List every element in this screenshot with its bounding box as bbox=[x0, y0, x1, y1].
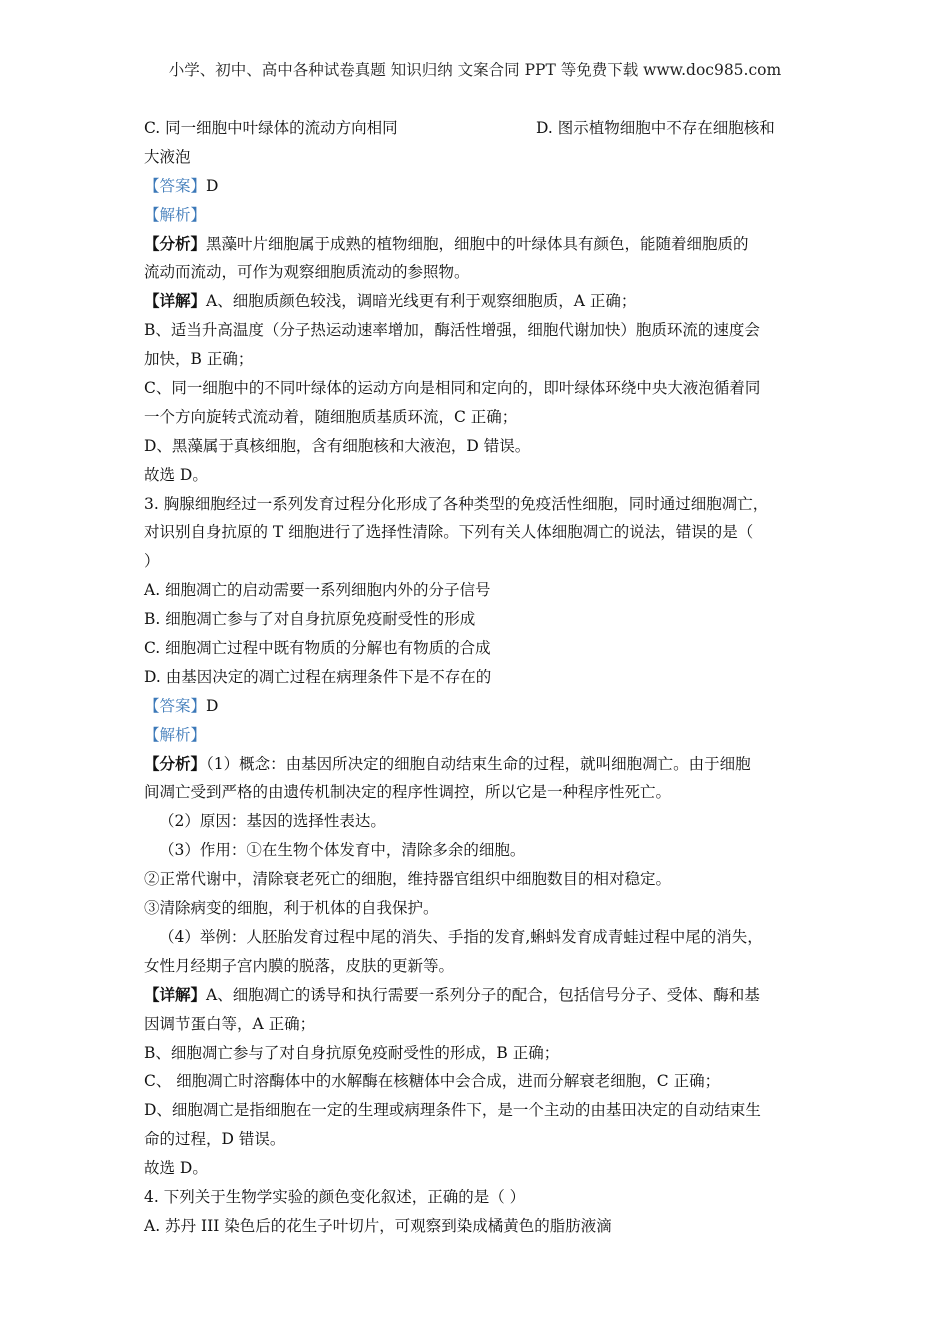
jiexi-tag: 【解析】 bbox=[144, 205, 207, 224]
q3-fenxi-line-8: 女性月经期子宫内膜的脱落，皮肤的更新等。 bbox=[144, 956, 455, 975]
fenxi-text: 黑藻叶片细胞属于成熟的植物细胞，细胞中的叶绿体具有颜色，能随着细胞质的 bbox=[206, 234, 749, 253]
fenxi-tag: 【分析】 bbox=[144, 233, 207, 253]
q3-answer bbox=[144, 692, 824, 721]
document-body bbox=[144, 114, 824, 1241]
q3-option-c: C. 细胞凋亡过程中既有物质的分解也有物质的合成 bbox=[144, 639, 491, 658]
xiangjie-tag: 【详解】 bbox=[144, 984, 207, 1004]
q3-fenxi-line-4: （3）作用：①在生物个体发育中，清除多余的细胞。 bbox=[159, 841, 526, 860]
xiangjie-text: A、细胞凋亡的诱导和执行需要一系列分子的配合，包括信号分子、受体、酶和基 bbox=[206, 985, 760, 1004]
q2-xiangjie-line-6: D、黑藻属于真核细胞，含有细胞核和大液泡，D 错误。 bbox=[144, 436, 531, 455]
fenxi-text: （1）概念：由基因所决定的细胞自动结束生命的过程，就叫细胞凋亡。由于细胞 bbox=[206, 754, 751, 773]
q2-option-d-cont: 大液泡 bbox=[144, 147, 191, 166]
q2-xiangjie-line-1 bbox=[144, 287, 824, 316]
q3-fenxi-line-2: 间凋亡受到严格的由遗传机制决定的程序性调控，所以它是一种程序性死亡。 bbox=[144, 783, 672, 802]
q2-fenxi-line-2: 流动而流动，可作为观察细胞质流动的参照物。 bbox=[144, 263, 470, 282]
answer-value: D bbox=[206, 696, 219, 715]
page-header: 小学、初中、高中各种试卷真题 知识归纳 文案合同 PPT 等免费下载 www.doc985.com bbox=[168, 61, 782, 79]
answer-value: D bbox=[206, 176, 219, 195]
jiexi-tag: 【解析】 bbox=[144, 725, 207, 744]
q3-xiangjie-line-2: 因调节蛋白等，A 正确； bbox=[144, 1014, 316, 1033]
q3-option-d: D. 由基因决定的凋亡过程在病理条件下是不存在的 bbox=[144, 667, 492, 686]
q2-jiexi bbox=[144, 201, 824, 230]
answer-tag: 【答案】 bbox=[144, 696, 207, 715]
answer-tag: 【答案】 bbox=[144, 176, 207, 195]
q2-conclusion: 故选 D。 bbox=[144, 465, 208, 484]
q3-fenxi-line-5: ②正常代谢中，清除衰老死亡的细胞，维持器官组织中细胞数目的相对稳定。 bbox=[144, 870, 672, 889]
q3-fenxi-line-6: ③清除病变的细胞，利于机体的自我保护。 bbox=[144, 899, 439, 918]
q4-option-a: A. 苏丹 III 染色后的花生子叶切片，可观察到染成橘黄色的脂肪液滴 bbox=[144, 1216, 612, 1235]
q2-xiangjie-line-5: 一个方向旋转式流动着，随细胞质基质环流，C 正确； bbox=[144, 407, 518, 426]
q2-option-c: C. 同一细胞中叶绿体的流动方向相同 bbox=[144, 119, 398, 137]
q3-stem-2: 对识别自身抗原的 T 细胞进行了选择性清除。下列有关人体细胞凋亡的说法，错误的是（ bbox=[144, 523, 754, 542]
q3-conclusion: 故选 D。 bbox=[144, 1159, 208, 1178]
q3-option-b: B. 细胞凋亡参与了对自身抗原免疫耐受性的形成 bbox=[144, 610, 476, 629]
q2-xiangjie-line-4: C、同一细胞中的不同叶绿体的运动方向是相同和定向的，即叶绿体环绕中央大液泡循着同 bbox=[144, 379, 761, 398]
q3-xiangjie-line-3: B、细胞凋亡参与了对自身抗原免疫耐受性的形成，B 正确； bbox=[144, 1043, 560, 1062]
q3-option-a: A. 细胞凋亡的启动需要一系列细胞内外的分子信号 bbox=[144, 581, 491, 600]
q3-xiangjie-line-1 bbox=[144, 981, 824, 1010]
q3-stem-3: ） bbox=[144, 552, 160, 571]
q3-xiangjie-line-5: D、细胞凋亡是指细胞在一定的生理或病理条件下，是一个主动的由基田决定的自动结束生 bbox=[144, 1101, 761, 1120]
fenxi-tag: 【分析】 bbox=[144, 753, 207, 773]
q2-fenxi-line-1 bbox=[144, 230, 824, 259]
q3-fenxi-line-3: （2）原因：基因的选择性表达。 bbox=[159, 812, 386, 831]
xiangjie-text: A、细胞质颜色较浅，调暗光线更有利于观察细胞质，A 正确； bbox=[206, 292, 637, 311]
q3-stem-1: 3. 胸腺细胞经过一系列发育过程分化形成了各种类型的免疫活性细胞，同时通过细胞凋亡， bbox=[144, 494, 769, 513]
q3-jiexi bbox=[144, 721, 824, 750]
q2-answer bbox=[144, 172, 824, 201]
q4-stem: 4. 下列关于生物学实验的颜色变化叙述，正确的是（ ） bbox=[144, 1187, 526, 1206]
q2-xiangjie-line-3: 加快，B 正确； bbox=[144, 350, 254, 369]
q3-xiangjie-line-6: 命的过程，D 错误。 bbox=[144, 1130, 286, 1149]
q3-fenxi-line-7: （4）举例：人胚胎发育过程中尾的消失、手指的发育,蝌蚪发育成青蛙过程中尾的消失， bbox=[159, 927, 763, 946]
xiangjie-tag: 【详解】 bbox=[144, 291, 207, 311]
q2-options-cd bbox=[144, 114, 824, 143]
q3-xiangjie-line-4: C、 细胞凋亡时溶酶体中的水解酶在核糖体中会合成，进而分解衰老细胞，C 正确； bbox=[144, 1072, 721, 1091]
q2-xiangjie-line-2: B、适当升高温度（分子热运动速率增加，酶活性增强，细胞代谢加快）胞质环流的速度会 bbox=[144, 321, 760, 340]
q3-fenxi-line-1 bbox=[144, 750, 824, 779]
q2-option-d: D. 图示植物细胞中不存在细胞核和 bbox=[536, 119, 775, 137]
